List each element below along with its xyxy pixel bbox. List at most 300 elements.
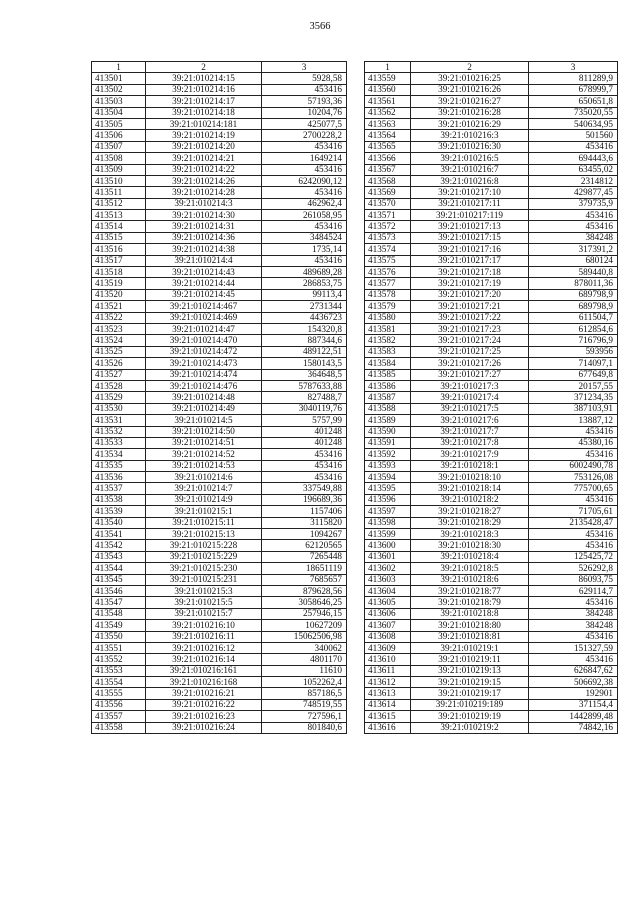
cadastral-value: 453416 bbox=[529, 210, 618, 221]
table-row bbox=[92, 506, 347, 517]
table-row bbox=[365, 517, 618, 528]
row-number: 413590 bbox=[365, 426, 411, 437]
table-row bbox=[92, 323, 347, 334]
cadastral-value: 453416 bbox=[529, 631, 618, 642]
cadastral-number: 39:21:010214:7 bbox=[146, 483, 262, 494]
column-header-2: 2 bbox=[411, 62, 529, 73]
cadastral-number: 39:21:010215:5 bbox=[146, 597, 262, 608]
table-row bbox=[365, 665, 618, 676]
cadastral-number: 39:21:010218:1 bbox=[411, 460, 529, 471]
cadastral-value: 453416 bbox=[529, 426, 618, 437]
row-number: 413536 bbox=[92, 472, 146, 483]
table-row bbox=[365, 323, 618, 334]
row-number: 413539 bbox=[92, 506, 146, 517]
row-number: 413540 bbox=[92, 517, 146, 528]
cadastral-number: 39:21:010214:47 bbox=[146, 323, 262, 334]
cadastral-number: 39:21:010216:30 bbox=[411, 141, 529, 152]
row-number: 413525 bbox=[92, 346, 146, 357]
cadastral-value: 99113,4 bbox=[262, 289, 347, 300]
table-row bbox=[365, 380, 618, 391]
cadastral-number: 39:21:010219:19 bbox=[411, 711, 529, 722]
table-row bbox=[92, 631, 347, 642]
cadastral-number: 39:21:010217:24 bbox=[411, 335, 529, 346]
cadastral-value: 1157406 bbox=[262, 506, 347, 517]
row-number: 413502 bbox=[92, 84, 146, 95]
table-row bbox=[365, 289, 618, 300]
table-row bbox=[365, 563, 618, 574]
table-row bbox=[92, 483, 347, 494]
table-row bbox=[365, 301, 618, 312]
cadastral-value: 5757,99 bbox=[262, 415, 347, 426]
row-number: 413613 bbox=[365, 688, 411, 699]
row-number: 413558 bbox=[92, 722, 146, 733]
row-number: 413557 bbox=[92, 711, 146, 722]
cadastral-number: 39:21:010214:43 bbox=[146, 267, 262, 278]
row-number: 413567 bbox=[365, 164, 411, 175]
cadastral-value: 63455,02 bbox=[529, 164, 618, 175]
cadastral-value: 71705,61 bbox=[529, 506, 618, 517]
row-number: 413595 bbox=[365, 483, 411, 494]
row-number: 413512 bbox=[92, 198, 146, 209]
row-number: 413543 bbox=[92, 551, 146, 562]
cadastral-number: 39:21:010215:229 bbox=[146, 551, 262, 562]
cadastral-number: 39:21:010214:5 bbox=[146, 415, 262, 426]
table-row bbox=[365, 711, 618, 722]
cadastral-number: 39:21:010217:13 bbox=[411, 221, 529, 232]
table-row bbox=[92, 460, 347, 471]
table-row bbox=[365, 210, 618, 221]
row-number: 413506 bbox=[92, 130, 146, 141]
cadastral-number: 39:21:010215:228 bbox=[146, 540, 262, 551]
cadastral-number: 39:21:010214:17 bbox=[146, 96, 262, 107]
row-number: 413576 bbox=[365, 267, 411, 278]
cadastral-number: 39:21:010214:15 bbox=[146, 73, 262, 84]
cadastral-number: 39:21:010217:20 bbox=[411, 289, 529, 300]
column-header-3: 3 bbox=[262, 62, 347, 73]
cadastral-number: 39:21:010214:44 bbox=[146, 278, 262, 289]
row-number: 413501 bbox=[92, 73, 146, 84]
cadastral-value: 74842,16 bbox=[529, 722, 618, 733]
row-number: 413611 bbox=[365, 665, 411, 676]
cadastral-value: 694443,6 bbox=[529, 153, 618, 164]
table-row bbox=[92, 164, 347, 175]
row-number: 413615 bbox=[365, 711, 411, 722]
table-row bbox=[92, 642, 347, 653]
cadastral-number: 39:21:010214:51 bbox=[146, 437, 262, 448]
cadastral-number: 39:21:010219:189 bbox=[411, 699, 529, 710]
column-header-1: 1 bbox=[92, 62, 146, 73]
table-row bbox=[365, 118, 618, 129]
row-number: 413529 bbox=[92, 392, 146, 403]
cadastral-number: 39:21:010216:28 bbox=[411, 107, 529, 118]
cadastral-number: 39:21:010215:13 bbox=[146, 529, 262, 540]
cadastral-number: 39:21:010217:25 bbox=[411, 346, 529, 357]
cadastral-value: 371234,35 bbox=[529, 392, 618, 403]
cadastral-number: 39:21:010214:20 bbox=[146, 141, 262, 152]
row-number: 413563 bbox=[365, 118, 411, 129]
cadastral-number: 39:21:010216:23 bbox=[146, 711, 262, 722]
cadastral-number: 39:21:010216:12 bbox=[146, 642, 262, 653]
cadastral-value: 257946,15 bbox=[262, 608, 347, 619]
row-number: 413568 bbox=[365, 175, 411, 186]
cadastral-value: 3040119,76 bbox=[262, 403, 347, 414]
row-number: 413514 bbox=[92, 221, 146, 232]
table-row bbox=[92, 529, 347, 540]
table-row bbox=[365, 187, 618, 198]
cadastral-number: 39:21:010218:5 bbox=[411, 563, 529, 574]
cadastral-value: 364648,5 bbox=[262, 369, 347, 380]
cadastral-value: 13887,12 bbox=[529, 415, 618, 426]
cadastral-number: 39:21:010214:467 bbox=[146, 301, 262, 312]
table-row bbox=[365, 460, 618, 471]
cadastral-value: 57193,36 bbox=[262, 96, 347, 107]
cadastral-value: 878011,36 bbox=[529, 278, 618, 289]
cadastral-value: 10627209 bbox=[262, 620, 347, 631]
cadastral-value: 453416 bbox=[529, 540, 618, 551]
row-number: 413554 bbox=[92, 677, 146, 688]
cadastral-number: 39:21:010218:2 bbox=[411, 494, 529, 505]
cadastral-value: 7265448 bbox=[262, 551, 347, 562]
cadastral-value: 827488,7 bbox=[262, 392, 347, 403]
table-row bbox=[92, 517, 347, 528]
cadastral-number: 39:21:010218:77 bbox=[411, 585, 529, 596]
row-number: 413589 bbox=[365, 415, 411, 426]
cadastral-value: 680124 bbox=[529, 255, 618, 266]
cadastral-number: 39:21:010214:476 bbox=[146, 380, 262, 391]
cadastral-value: 727596,1 bbox=[262, 711, 347, 722]
row-number: 413598 bbox=[365, 517, 411, 528]
table-row bbox=[365, 346, 618, 357]
cadastral-value: 453416 bbox=[262, 84, 347, 95]
cadastral-value: 20157,55 bbox=[529, 380, 618, 391]
table-row bbox=[365, 392, 618, 403]
table-row bbox=[92, 346, 347, 357]
cadastral-number: 39:21:010217:27 bbox=[411, 369, 529, 380]
table-row bbox=[92, 198, 347, 209]
cadastral-number: 39:21:010216:161 bbox=[146, 665, 262, 676]
cadastral-value: 611504,7 bbox=[529, 312, 618, 323]
cadastral-number: 39:21:010217:5 bbox=[411, 403, 529, 414]
row-number: 413551 bbox=[92, 642, 146, 653]
row-number: 413520 bbox=[92, 289, 146, 300]
row-number: 413504 bbox=[92, 107, 146, 118]
cadastral-value: 384248 bbox=[529, 620, 618, 631]
table-row bbox=[365, 585, 618, 596]
table-row bbox=[365, 312, 618, 323]
cadastral-number: 39:21:010216:10 bbox=[146, 620, 262, 631]
cadastral-number: 39:21:010217:7 bbox=[411, 426, 529, 437]
cadastral-number: 39:21:010216:11 bbox=[146, 631, 262, 642]
cadastral-value: 689798,9 bbox=[529, 289, 618, 300]
table-row bbox=[365, 494, 618, 505]
cadastral-number: 39:21:010218:27 bbox=[411, 506, 529, 517]
table-row bbox=[92, 494, 347, 505]
table-row bbox=[365, 278, 618, 289]
cadastral-number: 39:21:010215:1 bbox=[146, 506, 262, 517]
cadastral-value: 317391,2 bbox=[529, 244, 618, 255]
table-row bbox=[92, 415, 347, 426]
row-number: 413573 bbox=[365, 232, 411, 243]
cadastral-value: 453416 bbox=[262, 255, 347, 266]
table-row bbox=[365, 699, 618, 710]
cadastral-number: 39:21:010219:13 bbox=[411, 665, 529, 676]
row-number: 413587 bbox=[365, 392, 411, 403]
cadastral-value: 5928,58 bbox=[262, 73, 347, 84]
row-number: 413524 bbox=[92, 335, 146, 346]
cadastral-number: 39:21:010216:5 bbox=[411, 153, 529, 164]
cadastral-number: 39:21:010217:3 bbox=[411, 380, 529, 391]
row-number: 413530 bbox=[92, 403, 146, 414]
table-row bbox=[92, 255, 347, 266]
table-row bbox=[365, 540, 618, 551]
table-row bbox=[92, 289, 347, 300]
table-row bbox=[365, 164, 618, 175]
table-row bbox=[365, 369, 618, 380]
row-number: 413533 bbox=[92, 437, 146, 448]
cadastral-value: 86093,75 bbox=[529, 574, 618, 585]
cadastral-value: 3484524 bbox=[262, 232, 347, 243]
cadastral-number: 39:21:010217:21 bbox=[411, 301, 529, 312]
cadastral-value: 593956 bbox=[529, 346, 618, 357]
row-number: 413614 bbox=[365, 699, 411, 710]
table-row bbox=[365, 654, 618, 665]
cadastral-value: 748519,55 bbox=[262, 699, 347, 710]
cadastral-number: 39:21:010214:4 bbox=[146, 255, 262, 266]
row-number: 413559 bbox=[365, 73, 411, 84]
table-row bbox=[92, 221, 347, 232]
row-number: 413521 bbox=[92, 301, 146, 312]
row-number: 413545 bbox=[92, 574, 146, 585]
table-row bbox=[365, 642, 618, 653]
row-number: 413546 bbox=[92, 585, 146, 596]
table-row bbox=[92, 84, 347, 95]
cadastral-number: 39:21:010218:80 bbox=[411, 620, 529, 631]
table-row bbox=[92, 301, 347, 312]
table-row bbox=[365, 198, 618, 209]
cadastral-number: 39:21:010217:119 bbox=[411, 210, 529, 221]
cadastral-number: 39:21:010217:4 bbox=[411, 392, 529, 403]
table-row bbox=[92, 677, 347, 688]
table-row bbox=[365, 175, 618, 186]
cadastral-value: 11610 bbox=[262, 665, 347, 676]
cadastral-value: 811289,9 bbox=[529, 73, 618, 84]
table-row bbox=[365, 722, 618, 733]
table-row bbox=[92, 278, 347, 289]
cadastral-value: 453416 bbox=[529, 494, 618, 505]
table-row bbox=[92, 620, 347, 631]
cadastral-number: 39:21:010214:19 bbox=[146, 130, 262, 141]
column-header-3: 3 bbox=[529, 62, 618, 73]
row-number: 413544 bbox=[92, 563, 146, 574]
table-row bbox=[92, 358, 347, 369]
row-number: 413584 bbox=[365, 358, 411, 369]
cadastral-value: 453416 bbox=[529, 449, 618, 460]
cadastral-value: 453416 bbox=[262, 472, 347, 483]
row-number: 413519 bbox=[92, 278, 146, 289]
cadastral-value: 1735,14 bbox=[262, 244, 347, 255]
cadastral-value: 453416 bbox=[262, 460, 347, 471]
table-row bbox=[365, 84, 618, 95]
cadastral-number: 39:21:010219:1 bbox=[411, 642, 529, 653]
cadastral-value: 735020,55 bbox=[529, 107, 618, 118]
row-number: 413616 bbox=[365, 722, 411, 733]
table-row bbox=[365, 403, 618, 414]
cadastral-number: 39:21:010217:10 bbox=[411, 187, 529, 198]
table-row bbox=[92, 267, 347, 278]
cadastral-value: 6242090,12 bbox=[262, 175, 347, 186]
cadastral-number: 39:21:010216:27 bbox=[411, 96, 529, 107]
table-row bbox=[92, 380, 347, 391]
table-row bbox=[365, 597, 618, 608]
cadastral-value: 340062 bbox=[262, 642, 347, 653]
cadastral-value: 18651119 bbox=[262, 563, 347, 574]
table-row bbox=[92, 118, 347, 129]
table-row bbox=[365, 437, 618, 448]
table-row bbox=[92, 187, 347, 198]
cadastral-number: 39:21:010215:11 bbox=[146, 517, 262, 528]
table-row bbox=[92, 96, 347, 107]
row-number: 413566 bbox=[365, 153, 411, 164]
cadastral-number: 39:21:010217:8 bbox=[411, 437, 529, 448]
cadastral-number: 39:21:010216:168 bbox=[146, 677, 262, 688]
table-row bbox=[92, 437, 347, 448]
cadastral-value: 1052262,4 bbox=[262, 677, 347, 688]
cadastral-value: 10204,76 bbox=[262, 107, 347, 118]
cadastral-number: 39:21:010218:3 bbox=[411, 529, 529, 540]
cadastral-number: 39:21:010219:15 bbox=[411, 677, 529, 688]
row-number: 413542 bbox=[92, 540, 146, 551]
cadastral-value: 387103,91 bbox=[529, 403, 618, 414]
row-number: 413610 bbox=[365, 654, 411, 665]
table-row bbox=[365, 449, 618, 460]
cadastral-number: 39:21:010217:22 bbox=[411, 312, 529, 323]
cadastral-number: 39:21:010214:38 bbox=[146, 244, 262, 255]
table-row bbox=[365, 529, 618, 540]
table-row bbox=[92, 585, 347, 596]
table-row bbox=[365, 73, 618, 84]
cadastral-value: 2135428,47 bbox=[529, 517, 618, 528]
cadastral-value: 286853,75 bbox=[262, 278, 347, 289]
cadastral-value: 3058646,25 bbox=[262, 597, 347, 608]
cadastral-number: 39:21:010216:24 bbox=[146, 722, 262, 733]
cadastral-value: 887344,6 bbox=[262, 335, 347, 346]
table-row bbox=[365, 415, 618, 426]
row-number: 413583 bbox=[365, 346, 411, 357]
cadastral-number: 39:21:010219:11 bbox=[411, 654, 529, 665]
cadastral-value: 453416 bbox=[529, 141, 618, 152]
table-row bbox=[92, 426, 347, 437]
cadastral-value: 1649214 bbox=[262, 153, 347, 164]
row-number: 413555 bbox=[92, 688, 146, 699]
table-row bbox=[92, 472, 347, 483]
cadastral-number: 39:21:010217:15 bbox=[411, 232, 529, 243]
cadastral-number: 39:21:010214:16 bbox=[146, 84, 262, 95]
cadastral-value: 125425,72 bbox=[529, 551, 618, 562]
row-number: 413511 bbox=[92, 187, 146, 198]
cadastral-number: 39:21:010219:2 bbox=[411, 722, 529, 733]
cadastral-value: 453416 bbox=[529, 221, 618, 232]
row-number: 413552 bbox=[92, 654, 146, 665]
cadastral-number: 39:21:010214:472 bbox=[146, 346, 262, 357]
cadastral-value: 453416 bbox=[262, 449, 347, 460]
cadastral-value: 626847,62 bbox=[529, 665, 618, 676]
table-row bbox=[365, 107, 618, 118]
table-row bbox=[365, 232, 618, 243]
table-row bbox=[365, 688, 618, 699]
cadastral-value: 453416 bbox=[262, 164, 347, 175]
cadastral-value: 337549,88 bbox=[262, 483, 347, 494]
cadastral-value: 1580143,5 bbox=[262, 358, 347, 369]
cadastral-number: 39:21:010217:17 bbox=[411, 255, 529, 266]
row-number: 413549 bbox=[92, 620, 146, 631]
cadastral-value: 1442899,48 bbox=[529, 711, 618, 722]
table-row bbox=[365, 130, 618, 141]
cadastral-value: 489689,28 bbox=[262, 267, 347, 278]
cadastral-number: 39:21:010218:14 bbox=[411, 483, 529, 494]
table-row bbox=[92, 665, 347, 676]
row-number: 413586 bbox=[365, 380, 411, 391]
cadastral-number: 39:21:010214:6 bbox=[146, 472, 262, 483]
row-number: 413600 bbox=[365, 540, 411, 551]
cadastral-number: 39:21:010218:4 bbox=[411, 551, 529, 562]
cadastral-value: 453416 bbox=[262, 221, 347, 232]
cadastral-value: 453416 bbox=[262, 187, 347, 198]
row-number: 413599 bbox=[365, 529, 411, 540]
row-number: 413592 bbox=[365, 449, 411, 460]
cadastral-value: 15062506,98 bbox=[262, 631, 347, 642]
table-row bbox=[92, 403, 347, 414]
cadastral-number: 39:21:010214:30 bbox=[146, 210, 262, 221]
row-number: 413509 bbox=[92, 164, 146, 175]
cadastral-number: 39:21:010214:26 bbox=[146, 175, 262, 186]
row-number: 413612 bbox=[365, 677, 411, 688]
table-row bbox=[365, 426, 618, 437]
row-number: 413528 bbox=[92, 380, 146, 391]
row-number: 413582 bbox=[365, 335, 411, 346]
table-row bbox=[365, 620, 618, 631]
table-row bbox=[365, 551, 618, 562]
cadastral-value: 753126,08 bbox=[529, 472, 618, 483]
cadastral-number: 39:21:010216:25 bbox=[411, 73, 529, 84]
table-row bbox=[365, 335, 618, 346]
row-number: 413517 bbox=[92, 255, 146, 266]
cadastral-number: 39:21:010214:470 bbox=[146, 335, 262, 346]
cadastral-value: 401248 bbox=[262, 437, 347, 448]
cadastral-value: 526292,8 bbox=[529, 563, 618, 574]
row-number: 413581 bbox=[365, 323, 411, 334]
table-row bbox=[92, 232, 347, 243]
table-row bbox=[92, 153, 347, 164]
row-number: 413505 bbox=[92, 118, 146, 129]
row-number: 413585 bbox=[365, 369, 411, 380]
cadastral-value: 612854,6 bbox=[529, 323, 618, 334]
row-number: 413565 bbox=[365, 141, 411, 152]
header-row bbox=[92, 62, 347, 73]
row-number: 413507 bbox=[92, 141, 146, 152]
row-number: 413562 bbox=[365, 107, 411, 118]
cadastral-number: 39:21:010215:230 bbox=[146, 563, 262, 574]
table-row bbox=[365, 506, 618, 517]
row-number: 413579 bbox=[365, 301, 411, 312]
cadastral-value: 857186,5 bbox=[262, 688, 347, 699]
cadastral-number: 39:21:010216:14 bbox=[146, 654, 262, 665]
table-row bbox=[365, 574, 618, 585]
row-number: 413538 bbox=[92, 494, 146, 505]
table-row bbox=[92, 210, 347, 221]
cadastral-value: 689798,9 bbox=[529, 301, 618, 312]
cadastral-number: 39:21:010214:9 bbox=[146, 494, 262, 505]
row-number: 413548 bbox=[92, 608, 146, 619]
